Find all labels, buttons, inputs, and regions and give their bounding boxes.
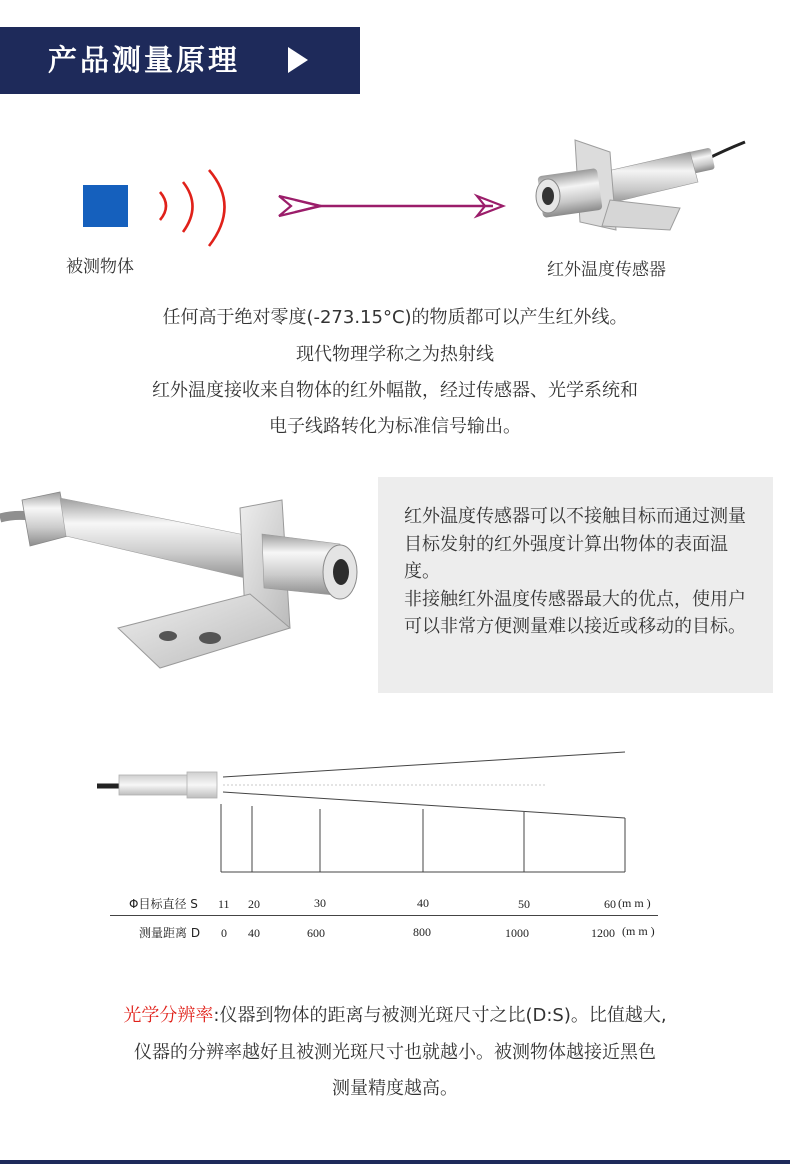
sensor-image-large: [0, 478, 372, 693]
spot-value: 30: [314, 896, 326, 910]
distance-spot-diagram: [95, 748, 665, 883]
principle-line-1: 任何高于绝对零度(-273.15°C)的物质都可以产生红外线。: [162, 307, 628, 328]
spot-unit: (m m ): [618, 896, 651, 910]
distance-value: 600: [307, 926, 325, 940]
play-icon: [288, 47, 308, 73]
section-header-banner: [0, 27, 360, 94]
principle-line-3: 红外温度接收来自物体的红外幅散，经过传感器、光学系统和: [152, 380, 638, 401]
diagram-divider: [110, 915, 658, 916]
description-paragraph-1: 红外温度传感器可以不接触目标而通过测量目标发射的红外强度计算出物体的表面温度。: [404, 506, 746, 582]
spot-value: 50: [518, 897, 530, 911]
distance-value: 1000: [505, 926, 529, 940]
principle-line-2: 现代物理学称之为热射线: [296, 344, 494, 365]
principle-line-4: 电子线路转化为标准信号输出。: [269, 416, 521, 437]
distance-value: 40: [248, 926, 260, 940]
measured-object-icon: [83, 185, 128, 227]
distance-value: 800: [413, 925, 431, 939]
radiation-arrow-icon: [275, 190, 510, 222]
spot-value: 20: [248, 897, 260, 911]
distance-value: 1200: [591, 926, 615, 940]
object-label: 被测物体: [66, 257, 134, 277]
spot-diameter-label: Φ目标直径 S: [129, 897, 198, 911]
resolution-term: 光学分辨率: [123, 1005, 214, 1026]
distance-label: 测量距离 D: [139, 926, 201, 940]
resolution-line-2: 仪器的分辨率越好且被测光斑尺寸也就越小。被测物体越接近黑色: [134, 1042, 656, 1063]
footer-divider: [0, 1160, 790, 1164]
description-text: [404, 503, 754, 641]
sensor-label: 红外温度传感器: [547, 260, 666, 280]
infrared-waves-icon: [150, 168, 250, 253]
resolution-line-1: [0, 1001, 790, 1027]
spot-value: 60: [604, 897, 616, 911]
description-box: [378, 477, 773, 693]
spot-value: 11: [218, 897, 230, 911]
resolution-definition: :仪器到物体的距离与被测光斑尺寸之比(D:S)。比值越大,: [213, 1005, 667, 1026]
description-paragraph-2: 非接触红外温度传感器最大的优点，使用户可以非常方便测量难以接近或移动的目标。: [404, 588, 746, 637]
spot-value: 40: [417, 896, 429, 910]
distance-value: 0: [221, 926, 227, 940]
distance-unit: (m m ): [622, 924, 655, 938]
resolution-line-3: 测量精度越高。: [332, 1078, 458, 1099]
section-title: 产品测量原理: [48, 43, 241, 77]
sensor-image-small: [520, 130, 750, 255]
